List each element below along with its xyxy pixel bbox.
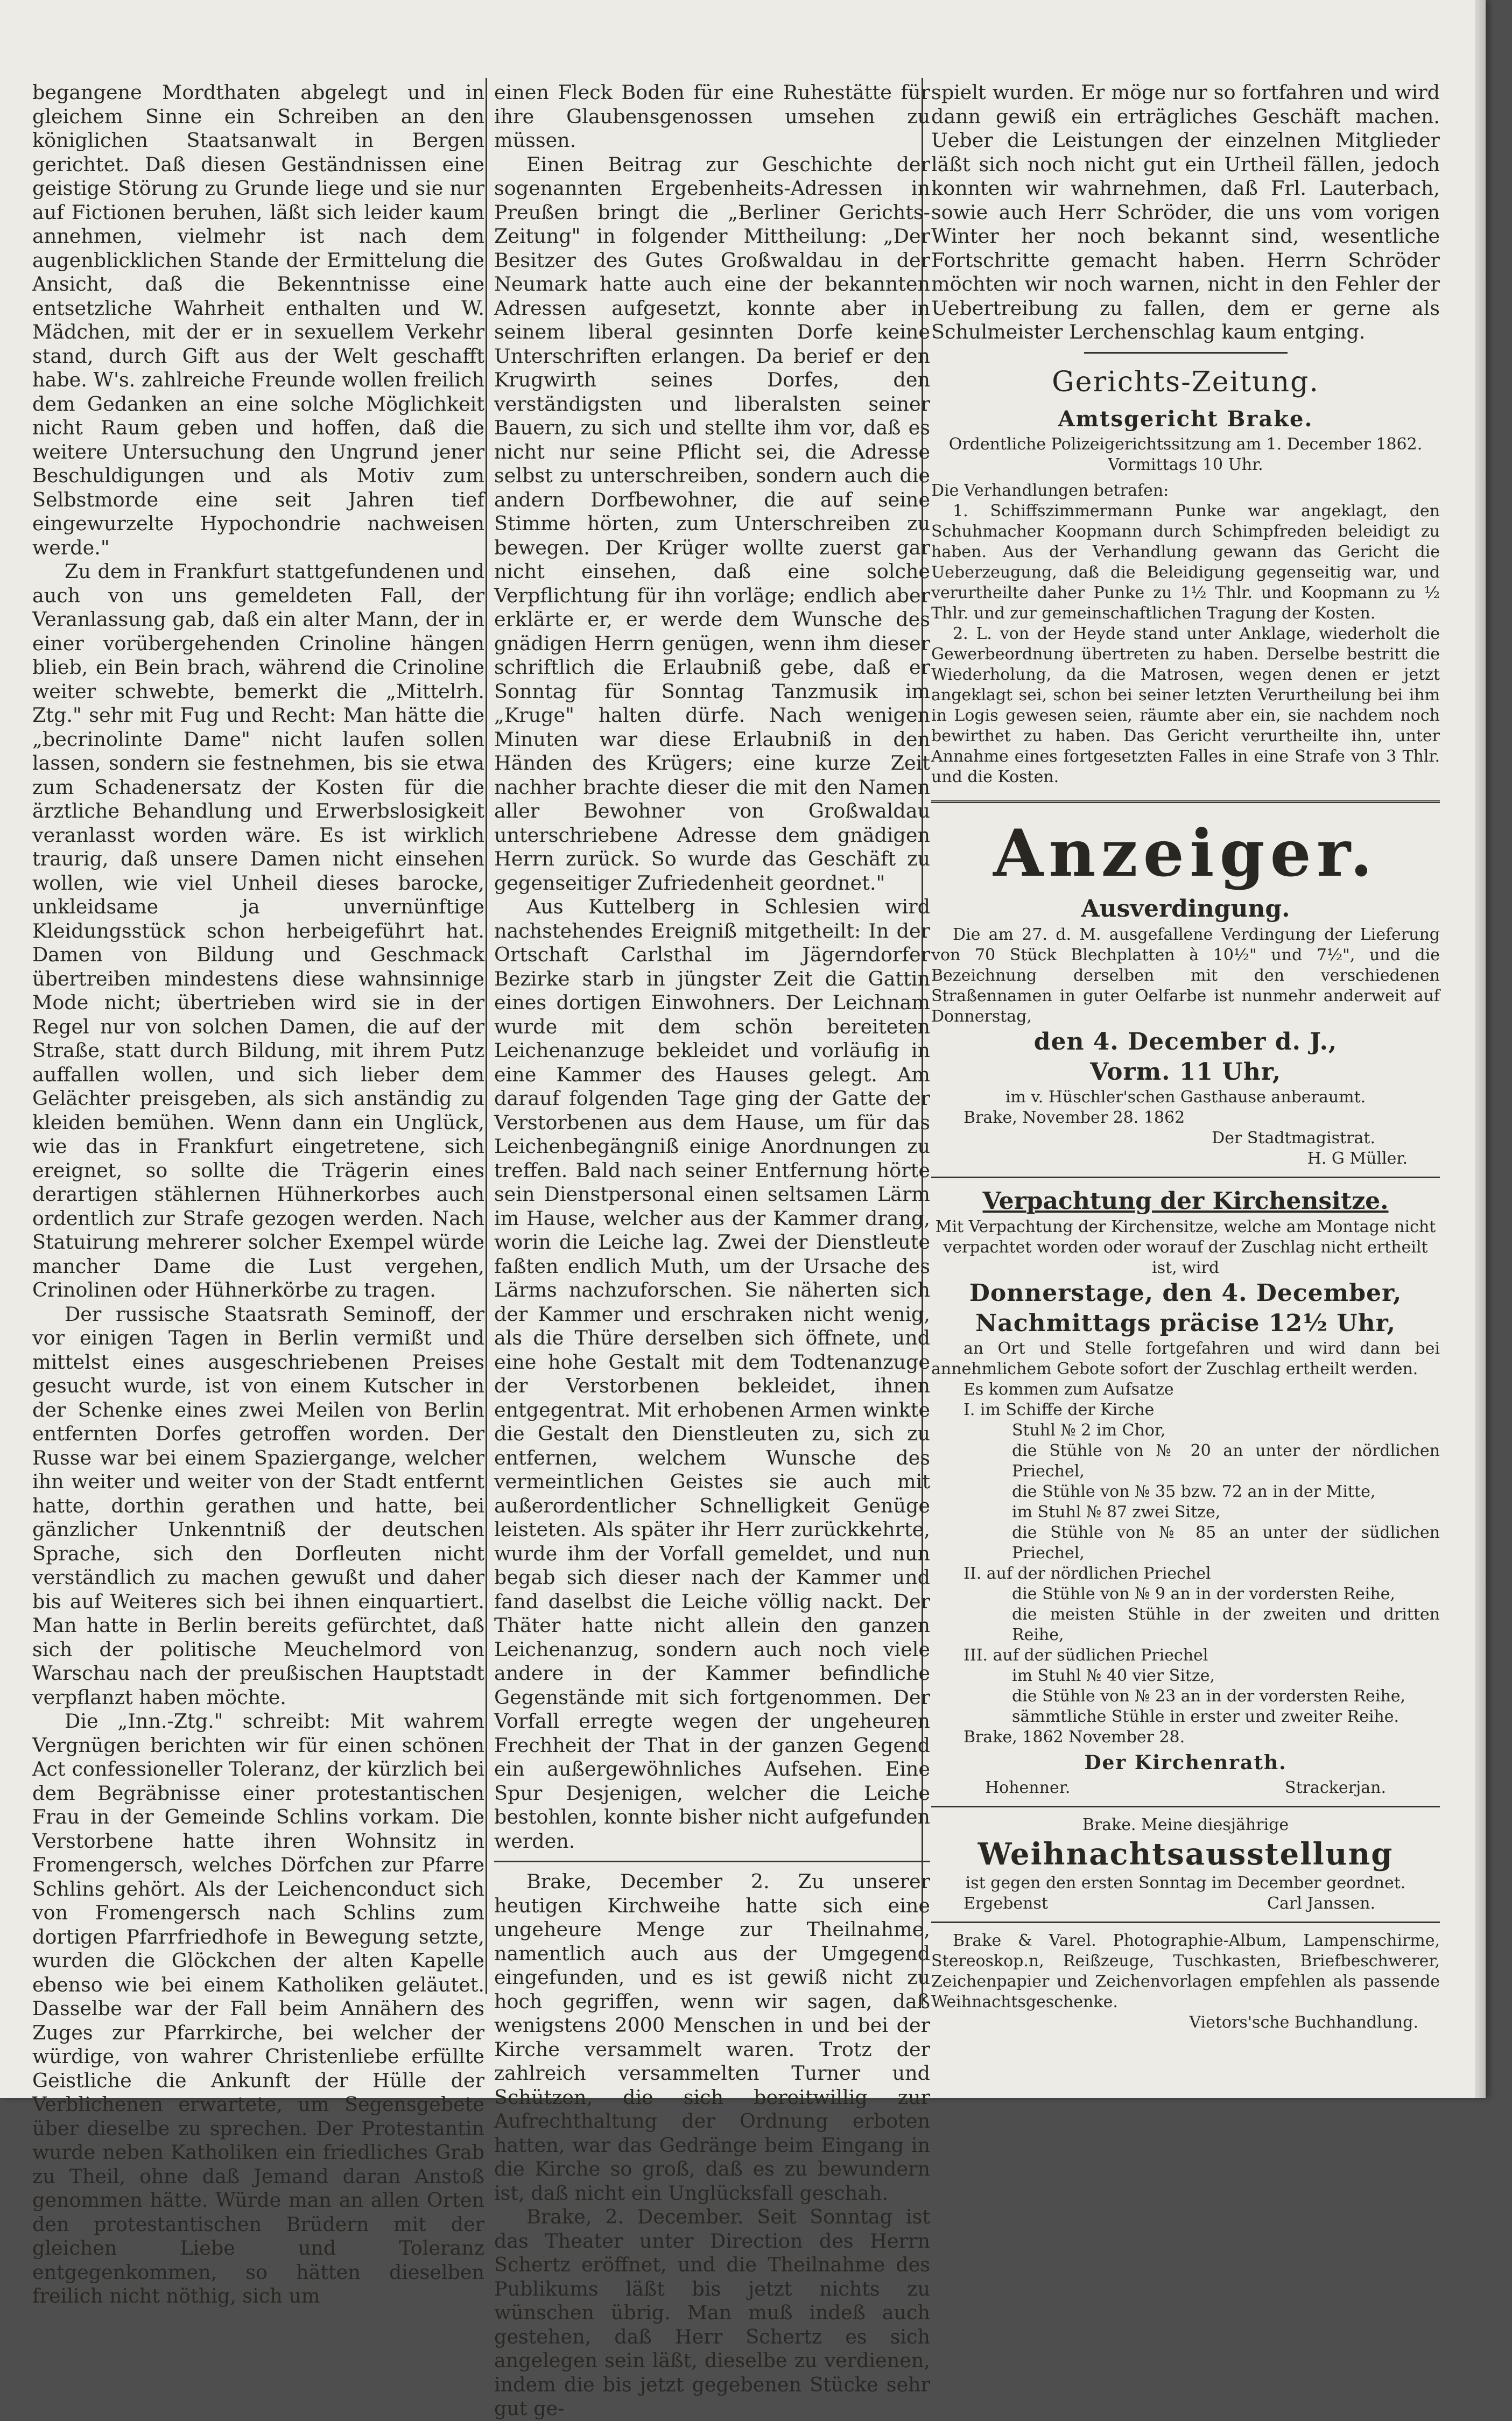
ad-sign: Carl Janssen. [1267, 1894, 1375, 1913]
list-item: I. im Schiffe der Kirche [964, 1400, 1155, 1419]
ad-sign-place: Brake, November 28. 1862 [964, 1108, 1185, 1127]
ad-title: Weihnachtsausstellung [977, 1836, 1394, 1872]
court-subtitle: Amtsgericht Brake. [1058, 406, 1313, 432]
article-paragraph: Einen Beitrag zur Geschichte der sogenannten Ergebenheits-Adressen in Preußen bringt die „Berliner Gerichts-Zeitung" in folgender Mittheilung: „Der Besitzer des Gutes Großwaldau in der Neumark hatte auch eine der bekannten Adressen aufgesetzt, konnte aber in seinem liberal gesinnten Dorfe keine Unterschriften erlangen. Da berief er den Krugwirth seines Dorfes, den verständigsten und liberalsten seiner Bauern, zu sich und stellte ihm vor, daß es nicht nur seine Pflicht sei, die Adresse selbst zu unterschreiben, sondern auch die andern Dorfbewohner, die auf seine Stimme hörten, zum Unterschreiben zu bewegen. Der Krüger wollte zuerst gar nicht einsehen, daß eine solche Verpflichtung für ihn vorläge; endlich aber erklärte er, er werde dem Wunsche des gnädigen Herrn genügen, wenn ihm dieser schriftlich die Erlaubniß gebe, daß er Sonntag für Sonntag Tanzmusik im „Kruge" halten dürfe. Nach wenigen Minuten war diese Erlaubniß in den Händen des Krügers; eine kurze Zeit nachher brachte dieser die mit den Namen aller Bewohner von Großwaldau unterschriebene Adresse dem gnädigen Herrn zurück. So wurde das Geschäft zu gegenseitiger Zufriedenheit geordnet." [494, 152, 930, 895]
court-section-title: Gerichts-Zeitung. [1052, 365, 1319, 398]
article-paragraph: spielt wurden. Er möge nur so fortfahren und wird dann gewiß ein erträgliches Geschäft machen. Ueber die Leistungen der einzelnen Mitglieder läßt sich noch nicht gut ein Urtheil fällen, jedoch konnten wir wahrnehmen, daß Frl. Lauterbach, sowie auch Herr Schröder, die uns vom vorigen Winter her noch bekannt sind, wesentliche Fortschritte gemacht haben. Herrn Schröder möchten wir noch warnen, nicht in den Fehler der Uebertreibung zu fallen, dem er gerne als Schulmeister Lerchenschlag kaum entging. [931, 81, 1440, 343]
ad-pre: Brake. Meine diesjährige [1082, 1815, 1289, 1834]
list-item: sämmtliche Stühle in erster und zweiter Reihe. [1012, 1707, 1400, 1726]
short-divider [1084, 352, 1288, 354]
list-item: III. auf der südlichen Priechel [964, 1645, 1208, 1665]
column-1 [32, 81, 484, 2307]
article-paragraph: Aus Kuttelberg in Schlesien wird nachstehendes Ereigniß mitgetheilt: In der Ortschaft Carlsthal im Jägerndorfer Bezirke starb in jüngster Zeit die Gattin eines dortigen Einwohners. Der Leichnam wurde mit dem schön bereiteten Leichenanzuge bekleidet und vorläufig in eine Kammer des Hauses gelegt. Am darauf folgenden Tage ging der Gatte der Verstorbenen aus dem Hause, um für das Leichenbegängniß einige Anordnungen zu treffen. Bald nach seiner Entfernung hörte sein Dienstpersonal einen seltsamen Lärm im Hause, welcher aus der Kammer drang, worin die Leiche lag. Zwei der Dienstleute faßten endlich Muth, um der Ursache des Lärms nachzuforschen. Sie näherten sich der Kammer und erschraken nicht wenig, als die Thüre derselben sich öffnete, und eine hohe Gestalt mit dem Todtenanzuge der Verstorbenen bekleidet, ihnen entgegentrat. Mit erhobenen Armen winkte die Gestalt den Dienstleuten zu, sich zu entfernen, welchem Wunsche des vermeintlichen Geistes sie auch mit außerordentlicher Schnelligkeit Genüge leisteten. Als später ihr Herr zurückkehrte, wurde ihm der Vorfall gemeldet, und nun begab sich dieser nach der Kammer und fand daselbst die Leiche völlig nackt. Der Thäter hatte nicht allein den ganzen Leichenanzug, sondern auch noch viele andere in der Kammer befindliche Gegenstände mit sich fortgenommen. Der Vorfall erregte wegen der ungeheuren Frechheit der That in der ganzen Gegend ein außergewöhnliches Aufsehen. Eine Spur Desjenigen, welcher die Leiche bestohlen, konnte bisher nicht aufgefunden werden. [494, 895, 930, 1853]
article-paragraph: Zu dem in Frankfurt stattgefundenen und auch von uns gemeldeten Fall, der Veranlassung gab, daß ein alter Mann, der in einer vorübergehenden Crinoline hängen blieb, ein Bein brach, während die Crinoline weiter schwebte, bemerkt die „Mittelrh. Ztg." sehr mit Fug und Recht: Man hätte die „becrinolinte Dame" nicht laufen sollen lassen, sondern sie festnehmen, bis sie etwa zum Schadenersatz der Kosten für die ärztliche Behandlung und Erwerbslosigkeit veranlasst worden wäre. Es ist wirklich traurig, daß unsere Damen nicht einsehen wollen, wie viel Unheil dieses barocke, unkleidsame ja unvernünftige Kleidungsstück schon herbeigeführt hat. Damen von Bildung und Geschmack übertreiben mindestens diese wahnsinnige Mode nicht; übertrieben wird sie in der Regel nur von solchen Damen, die auf der Straße, statt durch Bildung, mit ihrem Putz auffallen wollen, und sich lieber dem Gelächter preisgeben, als sich anständig zu kleiden bemühen. Wenn dann ein Unglück, wie das in Frankfurt eingetretene, sich ereignet, so sollte die Trägerin eines derartigen stählernen Hühnerkorbes auch ordentlich zur Strafe gezogen werden. Nach Statuirung mehrerer solcher Exempel würde mancher Dame die Lust vergehen, Crinolinen oder Hühnerkörbe zu tragen. [32, 560, 484, 1301]
ad-time: Nachmittags präcise 12½ Uhr, [975, 1309, 1396, 1337]
list-item: die Stühle von № 23 an in der vordersten Reihe, [1012, 1686, 1406, 1706]
page-edge [1475, 0, 1486, 2098]
ad-list [931, 1400, 1440, 1727]
article-paragraph: Brake, December 2. Zu unserer heutigen Kirchweihe hatte sich eine ungeheure Menge zur Theilnahme, namentlich auch aus der Umgegend eingefunden, und es ist gewiß nicht zu hoch gegriffen, wenn wir sagen, daß wenigstens 2000 Menschen in und bei der Kirche versammelt waren. Trotz der zahlreich versammelten Turner und Schützen, die sich bereitwillig zur Aufrechthaltung der Ordnung erboten hatten, war das Gedränge beim Eingang in die Kirche so groß, daß es zu bewundern ist, daß nicht ein Unglücksfall geschah. [494, 1870, 930, 2205]
signature-name: Strackerjan. [1285, 1778, 1386, 1797]
ad-divider [931, 1922, 1440, 1923]
ad-text: ist gegen den ersten Sonntag im December geordnet. [965, 1873, 1406, 1892]
column-3 [931, 81, 1440, 2045]
court-session: Ordentliche Polizeigerichtssitzung am 1. December 1862. [948, 434, 1423, 454]
ad-sign-place: Brake, 1862 November 28. [964, 1727, 1185, 1747]
ad-list-intro: Es kommen zum Aufsatze [964, 1380, 1174, 1399]
section-divider [931, 800, 1440, 803]
ad-divider [931, 1806, 1440, 1807]
ad-sign-name: H. G Müller. [1307, 1149, 1408, 1168]
ad-sign-org: Der Stadtmagistrat. [1212, 1128, 1375, 1148]
ad-text: Die am 27. d. M. ausgefallene Verdingung der Lieferung von 70 Stück Blechplatten à 10½" und 7½", und die Bezeichnung derselben mit den verschiedenen Straßennamen in guter Oelfarbe ist nunmehr anderweit auf Donnerstag, [931, 925, 1440, 1026]
signature-name: Hohenner. [985, 1778, 1071, 1797]
ad-date: den 4. December d. J., [1033, 1027, 1338, 1055]
ad-signatures [931, 1778, 1440, 1798]
section-divider [494, 1861, 930, 1862]
ad-title: Verpachtung der Kirchensitze. [982, 1187, 1389, 1215]
list-item: die meisten Stühle in der zweiten und dritten Reihe, [1012, 1604, 1440, 1644]
ad-date: Donnerstage, den 4. December, [969, 1279, 1402, 1307]
ad-title: Ausverdingung. [1081, 895, 1290, 923]
ad-ausverdingung [931, 893, 1440, 1169]
ad-sign: Ergebenst [964, 1894, 1048, 1913]
list-item: die Stühle von № 85 an unter der südlichen Priechel, [1012, 1523, 1440, 1563]
court-intro: Die Verhandlungen betrafen: [931, 481, 1169, 500]
ad-buchhandlung [931, 1931, 1440, 2033]
ad-divider [931, 1177, 1440, 1178]
list-item: II. auf der nördlichen Priechel [964, 1564, 1211, 1583]
ad-text: Brake & Varel. Photographie-Album, Lampenschirme, Stereoskop.n, Reißzeuge, Tuschkasten, Briefbeschwerer, Zeichenpapier und Zeichenvorlagen empfehlen als passende Weihnachtsgeschenke. [931, 1931, 1440, 2011]
list-item: im Stuhl № 87 zwei Sitze, [1012, 1502, 1221, 1522]
list-item: Stuhl № 2 im Chor, [1012, 1420, 1166, 1440]
ad-text: Mit Verpachtung der Kirchensitze, welche am Montage nicht verpachtet worden oder worauf der Zuschlag nicht ertheilt ist, wird [935, 1217, 1436, 1277]
column-2 [484, 81, 940, 2420]
court-case-1: 1. Schiffszimmermann Punke war angeklagt, den Schuhmacher Koopmann durch Schimpfreden beleidigt zu haben. Aus der Verhandlung gewann das Gericht die Ueberzeugung, daß die Beleidigung gegenseitig war, und verurtheilte daher Punke zu 1½ Thlr. und Koopmann zu ½ Thlr. und zur gemeinschaftlichen Tragung der Kosten. [931, 501, 1440, 623]
list-item: die Stühle von № 35 bzw. 72 an in der Mitte, [1012, 1482, 1376, 1501]
ad-verpachtung [931, 1186, 1440, 1798]
ad-sign: Vietors'sche Buchhandlung. [1189, 2012, 1418, 2032]
ad-text: an Ort und Stelle fortgefahren und wird dann bei annehmlichem Gebote sofort der Zuschlag ertheilt werden. [931, 1339, 1440, 1378]
court-case-2: 2. L. von der Heyde stand unter Anklage, wiederholt die Gewerbeordnung übertreten zu haben. Derselbe bestritt die Wiederholung, da die Matrosen, wegen denen er jetzt angeklagt sei, schon bei seiner letzten Verurtheilung bei ihm in Logis gewesen seien, räumte aber ein, sie nachdem noch bewirthet zu haben. Das Gericht verurtheilte ihn, unter Annahme eines fortgesetzten Falles in eine Strafe von 3 Thlr. und die Kosten. [931, 624, 1440, 786]
list-item: die Stühle von № 9 an in der vordersten Reihe, [1012, 1584, 1395, 1603]
article-paragraph: Brake, 2. December. Seit Sonntag ist das Theater unter Direction des Herrn Schertz eröffnet, und die Theilnahme des Publikums läßt bis jetzt nichts zu wünschen übrig. Man muß indeß auch gestehen, daß Herr Schertz es sich angelegen sein läßt, dieselbe zu verdienen, indem die bis jetzt gegebenen Stücke sehr gut ge- [494, 2205, 930, 2420]
article-paragraph: begangene Mordthaten abgelegt und in gleichem Sinne ein Schreiben an den königlichen Staatsanwalt in Bergen gerichtet. Daß diesen Geständnissen eine geistige Störung zu Grunde liege und sie nur auf Fictionen beruhen, läßt sich leider kaum annehmen, vielmehr ist nach dem augenblicklichen Stande der Ermittelung die Ansicht, daß die Bekenntnisse eine entsetzliche Wahrheit enthalten und W. Mädchen, mit der er in sexuellem Verkehr stand, durch Gift aus der Welt geschafft habe. W's. zahlreiche Freunde wollen freilich dem Gedanken an eine solche Möglichkeit nicht Raum geben und hoffen, daß die weitere Untersuchung den Ungrund jener Beschuldigungen und als Motiv zum Selbstmorde eine seit Jahren tief eingewurzelte Hypochondrie nachweisen werde." [32, 81, 484, 559]
article-paragraph: Der russische Staatsrath Seminoff, der vor einigen Tagen in Berlin vermißt und mittelst eines ausgeschriebenen Preises gesucht wurde, ist von einem Kutscher in der Schenke eines zwei Meilen von Berlin entfernten Dorfes getroffen worden. Der Russe war bei einem Spaziergange, welcher ihn weiter und weiter von der Stadt entfernt hatte, dorthin gerathen und hatte, bei gänzlicher Unkenntniß der deutschen Sprache, sich den Dorfleuten nicht verständlich zu machen gewußt und daher bis auf Weiteres sich bei ihnen einquartiert. Man hatte in Berlin bereits gefürchtet, daß sich der politische Meuchelmord von Warschau nach der preußischen Hauptstadt verpflanzt haben möchte. [32, 1302, 484, 1709]
ad-time: Vorm. 11 Uhr, [1089, 1058, 1282, 1086]
list-item: im Stuhl № 40 vier Sitze, [1012, 1666, 1215, 1685]
article-paragraph: Die „Inn.-Ztg." schreibt: Mit wahrem Vergnügen berichten wir für einen schönen Act confessioneller Toleranz, der kürzlich bei dem Begräbnisse einer protestantischen Frau in der Gemeinde Schlins vorkam. Die Verstorbene hatte ihren Wohnsitz in Fromengersch, welches Dörfchen zur Pfarre Schlins gehört. Als der Leichenconduct sich von Fromengersch nach Schlins zum dortigen Pfarrfriedhofe in Bewegung setzte, wurden die Glöckchen der alten Kapelle ebenso wie bei einem Katholiken geläutet. Dasselbe war der Fall beim Annähern des Zuges zur Pfarrkirche, bei welcher der würdige, von wahrer Christenliebe erfüllte Geistliche die Ankunft der Hülle der Verblichenen erwartete, um Segensgebete über dieselbe zu sprechen. Der Protestantin wurde neben Katholiken ein friedliches Grab zu Theil, ohne daß Jemand daran Anstoß genommen hätte. Würde man an allen Orten den protestantischen Brüdern mit der gleichen Liebe und Toleranz entgegenkommen, so hätten dieselben freilich nicht nöthig, sich um [32, 1709, 484, 2307]
anzeiger-title: Anzeiger. [993, 815, 1378, 891]
ad-sign-org: Der Kirchenrath. [1084, 1751, 1287, 1774]
ad-weihnachtsausstellung [931, 1815, 1440, 1914]
ad-place: im v. Hüschler'schen Gasthause anberaumt. [1005, 1087, 1366, 1107]
ad-signatures [931, 1894, 1440, 1914]
list-item: die Stühle von № 20 an unter der nördlichen Priechel, [1012, 1441, 1440, 1481]
court-time: Vormittags 10 Uhr. [1108, 455, 1263, 474]
article-paragraph: einen Fleck Boden für eine Ruhestätte für ihre Glaubensgenossen umsehen zu müssen. [494, 81, 930, 152]
